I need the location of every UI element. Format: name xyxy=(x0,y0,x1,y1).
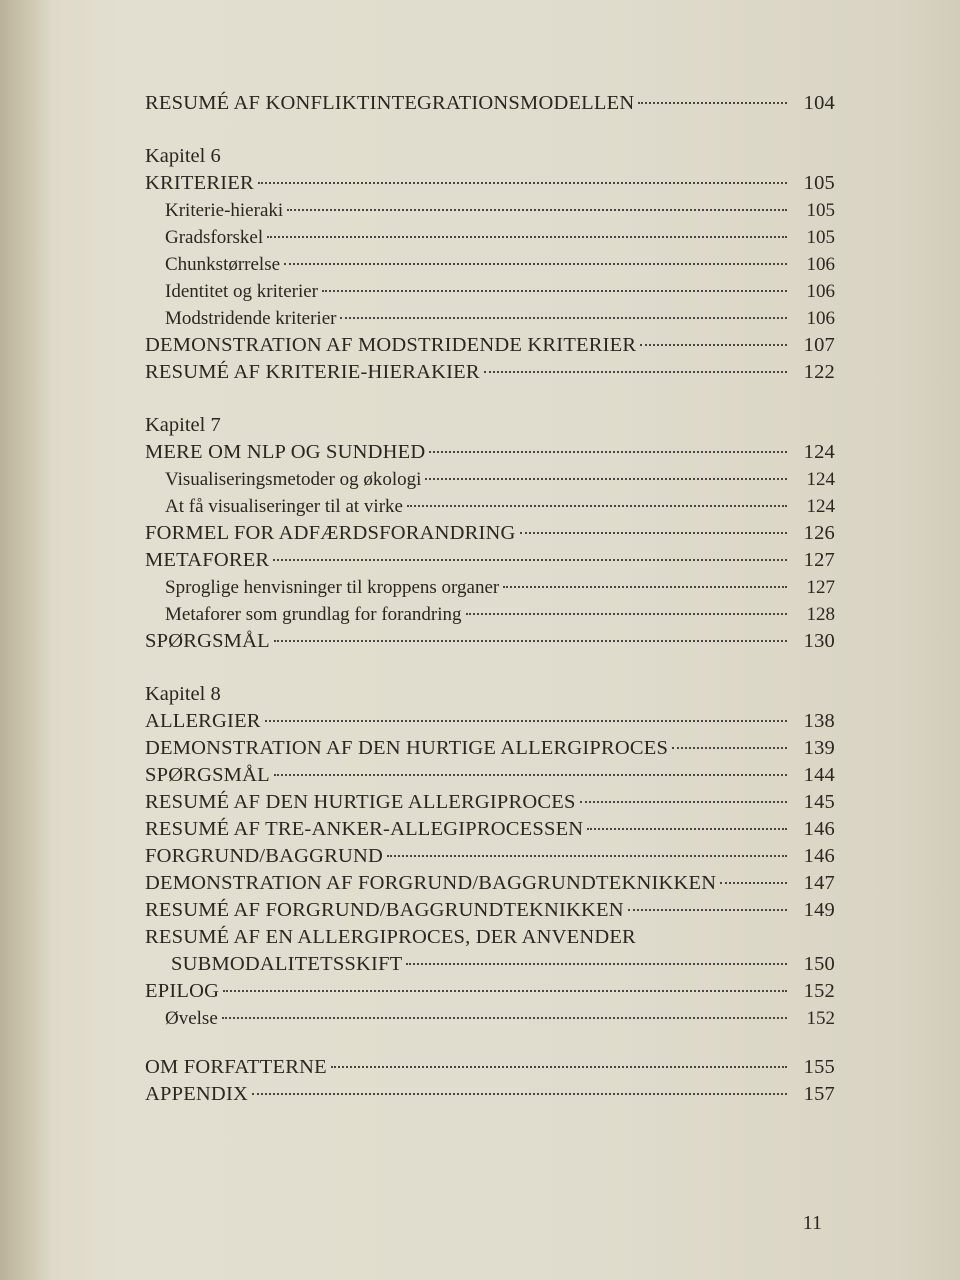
toc-entry-title: Metaforer som grundlag for forandring xyxy=(165,604,462,625)
toc-entry-title: Identitet og kriterier xyxy=(165,281,318,302)
toc-entry-title: Modstridende kriterier xyxy=(165,308,337,329)
toc-entry-title: Sproglige henvisninger til kroppens organer xyxy=(165,577,500,598)
chapter-heading: Kapitel 8 xyxy=(145,683,221,705)
toc-subentry xyxy=(145,251,835,278)
leader-dots xyxy=(258,182,787,184)
toc-entry xyxy=(145,439,835,466)
toc-entry xyxy=(145,520,835,547)
toc-entry-page: 145 xyxy=(803,791,835,813)
table-of-contents xyxy=(145,90,835,1108)
toc-entry-page: 146 xyxy=(803,845,835,867)
toc-entry-title: At få visualiseringer til at virke xyxy=(165,496,403,517)
toc-entry-title: Visualiseringsmetoder og økologi xyxy=(165,469,422,490)
toc-entry xyxy=(145,90,835,117)
toc-entry-title: FORGRUND/BAGGRUND xyxy=(145,845,384,867)
toc-entry xyxy=(145,547,835,574)
toc-entry-title: RESUMÉ AF DEN HURTIGE ALLERGIPROCES xyxy=(145,791,576,813)
toc-subentry xyxy=(145,197,835,224)
leader-dots xyxy=(640,344,787,346)
toc-entry-title: EPILOG xyxy=(145,980,220,1002)
leader-dots xyxy=(274,640,787,642)
leader-dots xyxy=(331,1066,787,1068)
toc-entry-page: 106 xyxy=(806,254,835,275)
leader-dots xyxy=(340,317,787,319)
toc-entry xyxy=(145,708,835,735)
toc-entry xyxy=(145,843,835,870)
toc-entry-title: APPENDIX xyxy=(145,1083,248,1105)
toc-entry-title: FORMEL FOR ADFÆRDSFORANDRING xyxy=(145,522,516,544)
toc-entry xyxy=(145,1081,835,1108)
toc-entry-page: 128 xyxy=(806,604,835,625)
toc-entry xyxy=(145,762,835,789)
toc-entry-title: Gradsforskel xyxy=(165,227,264,248)
toc-entry-page: 155 xyxy=(803,1056,835,1078)
leader-dots xyxy=(287,209,787,211)
leader-dots xyxy=(425,478,787,480)
leader-dots xyxy=(503,586,787,588)
toc-entry-page: 104 xyxy=(803,92,835,114)
toc-entry-page: 124 xyxy=(803,441,835,463)
toc-entry xyxy=(145,816,835,843)
toc-entry-title: SUBMODALITETSSKIFT xyxy=(171,953,403,975)
toc-entry-page: 127 xyxy=(803,549,835,571)
toc-entry-title: RESUMÉ AF KONFLIKTINTEGRATIONSMODELLEN xyxy=(145,92,635,114)
toc-entry-page: 146 xyxy=(803,818,835,840)
toc-entry xyxy=(145,1054,835,1081)
toc-entry xyxy=(145,628,835,655)
leader-dots xyxy=(628,909,787,911)
toc-entry-page: 152 xyxy=(803,980,835,1002)
toc-entry-title: DEMONSTRATION AF DEN HURTIGE ALLERGIPROCES xyxy=(145,737,669,759)
leader-dots xyxy=(720,882,787,884)
toc-entry-title: SPØRGSMÅL xyxy=(145,630,270,652)
leader-dots xyxy=(284,263,787,265)
leader-dots xyxy=(407,505,787,507)
toc-entry xyxy=(145,332,835,359)
toc-subentry xyxy=(145,224,835,251)
toc-entry xyxy=(145,789,835,816)
toc-subentry xyxy=(145,305,835,332)
toc-entry-page: 130 xyxy=(803,630,835,652)
leader-dots xyxy=(587,828,787,830)
toc-entry-title: KRITERIER xyxy=(145,172,254,194)
toc-entry-page: 122 xyxy=(803,361,835,383)
leader-dots xyxy=(466,613,787,615)
toc-entry-page: 152 xyxy=(806,1008,835,1029)
toc-entry-page: 106 xyxy=(806,281,835,302)
toc-entry-title: RESUMÉ AF KRITERIE-HIERAKIER xyxy=(145,361,480,383)
toc-entry xyxy=(145,870,835,897)
toc-entry-page: 138 xyxy=(803,710,835,732)
chapter-heading: Kapitel 7 xyxy=(145,414,221,436)
toc-entry-title: ALLERGIER xyxy=(145,710,261,732)
toc-subentry xyxy=(145,493,835,520)
toc-entry-page: 127 xyxy=(806,577,835,598)
toc-entry-page: 126 xyxy=(803,522,835,544)
toc-entry xyxy=(145,359,835,386)
leader-dots xyxy=(387,855,787,857)
toc-entry-page: 150 xyxy=(803,953,835,975)
leader-dots xyxy=(274,774,787,776)
leader-dots xyxy=(484,371,787,373)
toc-entry-page: 157 xyxy=(803,1083,835,1105)
leader-dots xyxy=(429,451,787,453)
toc-entry xyxy=(145,897,835,924)
leader-dots xyxy=(273,559,787,561)
toc-entry-page: 147 xyxy=(803,872,835,894)
chapter-heading: Kapitel 6 xyxy=(145,145,221,167)
leader-dots xyxy=(223,990,787,992)
toc-entry-page: 144 xyxy=(803,764,835,786)
toc-entry-page: 105 xyxy=(803,172,835,194)
toc-entry-title: OM FORFATTERNE xyxy=(145,1056,327,1078)
toc-entry-title: RESUMÉ AF TRE-ANKER-ALLEGIPROCESSEN xyxy=(145,818,584,840)
toc-entry-title: Chunkstørrelse xyxy=(165,254,281,275)
toc-entry-title: MERE OM NLP OG SUNDHED xyxy=(145,441,426,463)
toc-subentry xyxy=(145,1005,835,1032)
leader-dots xyxy=(265,720,787,722)
leader-dots xyxy=(267,236,787,238)
toc-entry-page: 124 xyxy=(806,469,835,490)
toc-entry-multiline-first: RESUMÉ AF EN ALLERGIPROCES, DER ANVENDER xyxy=(145,926,636,948)
toc-entry-title: RESUMÉ AF FORGRUND/BAGGRUNDTEKNIKKEN xyxy=(145,899,624,921)
toc-entry-page: 139 xyxy=(803,737,835,759)
toc-entry-page: 149 xyxy=(803,899,835,921)
toc-entry-title: DEMONSTRATION AF FORGRUND/BAGGRUNDTEKNIKKEN xyxy=(145,872,717,894)
toc-entry-page: 105 xyxy=(806,227,835,248)
toc-entry xyxy=(145,978,835,1005)
toc-entry-title: DEMONSTRATION AF MODSTRIDENDE KRITERIER xyxy=(145,334,637,356)
toc-entry xyxy=(145,170,835,197)
toc-entry-page: 105 xyxy=(806,200,835,221)
toc-subentry xyxy=(145,601,835,628)
toc-subentry xyxy=(145,466,835,493)
leader-dots xyxy=(406,963,787,965)
leader-dots xyxy=(252,1093,787,1095)
spacer xyxy=(145,1032,835,1054)
toc-entry-title: Øvelse xyxy=(165,1008,218,1029)
leader-dots xyxy=(520,532,787,534)
book-gutter xyxy=(0,0,52,1280)
toc-entry-page: 106 xyxy=(806,308,835,329)
leader-dots xyxy=(322,290,787,292)
toc-subentry xyxy=(145,278,835,305)
leader-dots xyxy=(580,801,787,803)
leader-dots xyxy=(222,1017,787,1019)
page-number: 11 xyxy=(802,1212,822,1234)
leader-dots xyxy=(638,102,787,104)
toc-entry-page: 107 xyxy=(803,334,835,356)
toc-entry-title: Kriterie-hieraki xyxy=(165,200,284,221)
toc-entry-title: SPØRGSMÅL xyxy=(145,764,270,786)
toc-entry xyxy=(145,735,835,762)
toc-entry-page: 124 xyxy=(806,496,835,517)
toc-entry-multiline-second xyxy=(145,951,835,978)
toc-subentry xyxy=(145,574,835,601)
toc-entry-title: METAFORER xyxy=(145,549,270,571)
leader-dots xyxy=(672,747,787,749)
